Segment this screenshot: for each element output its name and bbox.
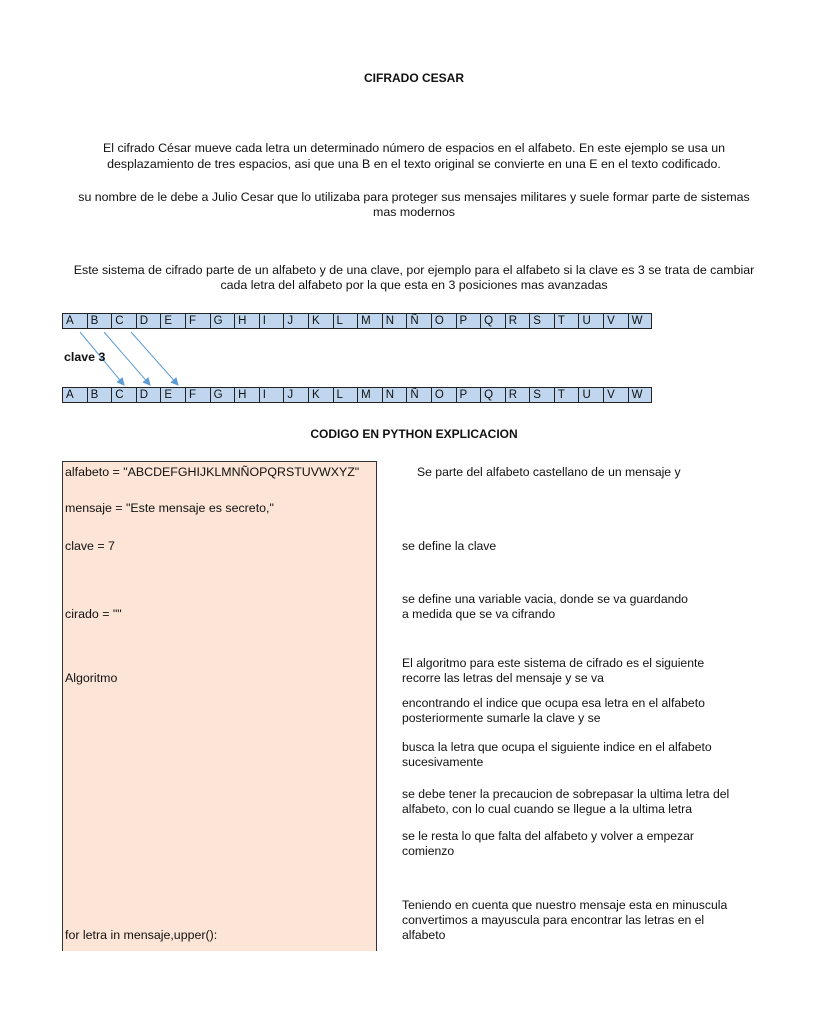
alphabet-cell: C: [111, 313, 136, 329]
alphabet-cell: I: [259, 313, 284, 329]
arrow-b-to-e: [104, 332, 150, 385]
alphabet-row-shifted: [62, 387, 652, 405]
alphabet-cell: D: [136, 387, 161, 403]
explanation-busca-1: busca la letra que ocupa el siguiente indice en el alfabeto: [402, 740, 712, 754]
code-cifrado: cirado = "": [65, 607, 122, 621]
alphabet-cell: V: [603, 313, 628, 329]
explanation-indice-2: posteriormente sumarle la clave y se: [402, 711, 601, 725]
alphabet-cell: J: [283, 313, 308, 329]
alphabet-cell: L: [333, 313, 358, 329]
alphabet-cell: U: [578, 387, 603, 403]
alphabet-cell: P: [456, 313, 481, 329]
explanation-indice-1: encontrando el indice que ocupa esa letra en el alfabeto: [402, 696, 705, 710]
alphabet-cell: I: [259, 387, 284, 403]
explanation-algoritmo-1: El algoritmo para este sistema de cifrado es el siguiente: [402, 656, 705, 670]
alphabet-cell: Ñ: [406, 313, 431, 329]
alphabet-cell: C: [111, 387, 136, 403]
alphabet-cell: O: [431, 313, 456, 329]
alphabet-cell: Ñ: [406, 387, 431, 403]
explanation-cifrado-1: se define una variable vacia, donde se va guardando: [402, 592, 688, 606]
explanation-alfabeto: Se parte del alfabeto castellano de un mensaje y: [417, 465, 681, 479]
alphabet-cell: N: [382, 313, 407, 329]
page-title: CIFRADO CESAR: [363, 71, 464, 85]
code-mensaje: mensaje = "Este mensaje es secreto,": [65, 501, 274, 515]
alphabet-cell: E: [160, 387, 185, 403]
explanation-mayuscula-1: Teniendo en cuenta que nuestro mensaje esta en minuscula: [402, 898, 728, 912]
alphabet-cell: N: [382, 387, 407, 403]
explanation-resta-1: se le resta lo que falta del alfabeto y volver a empezar: [402, 829, 694, 843]
explanation-precaucion-1: se debe tener la precaucion de sobrepasar la ultima letra del: [402, 787, 730, 801]
intro-line-1: El cifrado César mueve cada letra un determinado número de espacios en el alfabeto. En este ejemplo se usa un: [103, 141, 725, 155]
alphabet-cell: G: [210, 387, 235, 403]
explanation-algoritmo-2: recorre las letras del mensaje y se va: [402, 671, 604, 685]
alphabet-cell: M: [357, 387, 382, 403]
alphabet-cell: P: [456, 387, 481, 403]
alphabet-cell: B: [87, 313, 112, 329]
explanation-precaucion-2: alfabeto, con lo cual cuando se llegue a la ultima letra: [402, 802, 692, 816]
alphabet-cell: F: [185, 313, 210, 329]
code-alfabeto: alfabeto = "ABCDEFGHIJKLMNÑOPQRSTUVWXYZ": [65, 465, 360, 479]
alphabet-cell: S: [529, 313, 554, 329]
explanation-mayuscula-2: convertimos a mayuscula para encontrar las letras en el: [402, 913, 705, 927]
alphabet-cell: R: [505, 387, 530, 403]
alphabet-cell: K: [308, 387, 333, 403]
system-line-2: cada letra del alfabeto por la que esta en 3 posiciones mas avanzadas: [220, 278, 608, 292]
alphabet-cell: W: [628, 387, 653, 403]
shift-arrows: [0, 0, 686, 400]
alphabet-cell: W: [628, 313, 653, 329]
alphabet-cell: H: [234, 313, 259, 329]
system-line-1: Este sistema de cifrado parte de un alfabeto y de una clave, por ejemplo para el alfabeto si la clave es 3 se trata de cambiar: [73, 263, 755, 277]
clave-label: clave 3: [64, 350, 106, 364]
alphabet-cell: H: [234, 387, 259, 403]
alphabet-cell: Q: [480, 313, 505, 329]
code-for-loop: for letra in mensaje,upper():: [65, 928, 218, 942]
alphabet-cell: J: [283, 387, 308, 403]
explanation-resta-2: comienzo: [402, 844, 455, 858]
alphabet-cell: T: [554, 387, 579, 403]
alphabet-cell: Q: [480, 387, 505, 403]
history-line-2: mas modernos: [373, 205, 455, 219]
explanation-mayuscula-3: alfabeto: [402, 928, 446, 942]
alphabet-cell: U: [578, 313, 603, 329]
history-line-1: su nombre de le debe a Julio Cesar que lo utilizaba para proteger sus mensajes militares y suele formar parte de sistemas: [78, 190, 750, 204]
alphabet-cell: M: [357, 313, 382, 329]
alphabet-cell: B: [87, 387, 112, 403]
alphabet-cell: T: [554, 313, 579, 329]
code-block: [62, 461, 377, 951]
explanation-cifrado-2: a medida que se va cifrando: [402, 607, 556, 621]
alphabet-cell: A: [62, 387, 87, 403]
explanation-busca-2: sucesivamente: [402, 755, 484, 769]
explanation-clave: se define la clave: [402, 539, 497, 553]
intro-line-2: desplazamiento de tres espacios, asi que una B en el texto original se convierte en una E en el texto codificado.: [107, 157, 721, 171]
alphabet-cell: S: [529, 387, 554, 403]
code-algoritmo: Algoritmo: [65, 671, 118, 685]
alphabet-cell: V: [603, 387, 628, 403]
alphabet-cell: F: [185, 387, 210, 403]
alphabet-cell: E: [160, 313, 185, 329]
alphabet-cell: O: [431, 387, 456, 403]
alphabet-cell: L: [333, 387, 358, 403]
alphabet-cell: R: [505, 313, 530, 329]
alphabet-cell: G: [210, 313, 235, 329]
code-section-title: CODIGO EN PYTHON EXPLICACION: [310, 427, 518, 441]
code-clave: clave = 7: [65, 539, 115, 553]
arrow-c-to-f: [131, 332, 178, 385]
alphabet-cell: A: [62, 313, 87, 329]
alphabet-cell: D: [136, 313, 161, 329]
alphabet-cell: K: [308, 313, 333, 329]
